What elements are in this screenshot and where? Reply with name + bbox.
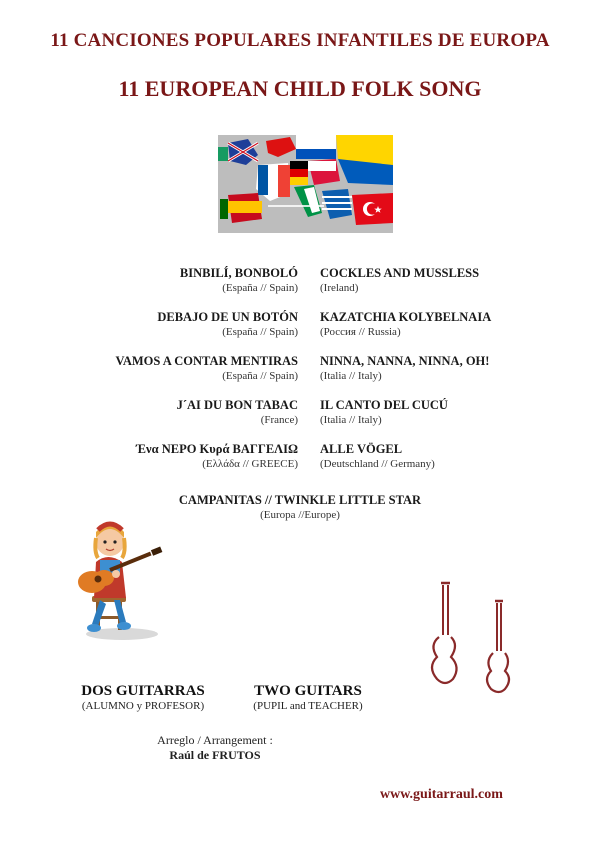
song-country: (España // Spain)	[222, 326, 298, 338]
song-country: (Italia // Italy)	[320, 414, 382, 426]
song-title: DEBAJO DE UN BOTÓN	[157, 310, 298, 324]
credits-english	[228, 683, 388, 712]
song-binbili-bonbolo	[180, 266, 298, 294]
song-cockles-and-mussless	[320, 266, 479, 294]
song-country: (España // Spain)	[222, 282, 298, 294]
song-title: ALLE VÖGEL	[320, 442, 403, 456]
song-kazatchia-kolybelnaia	[320, 310, 491, 338]
song-country: (Ελλάδα // GREECE)	[202, 458, 298, 470]
song-country: (Россия // Russia)	[320, 326, 401, 338]
song-country: (Europa //Europe)	[260, 509, 340, 521]
song-title: COCKLES AND MUSSLESS	[320, 266, 480, 280]
song-ena-nero	[136, 442, 298, 470]
arrangement-label: Arreglo / Arrangement :	[157, 733, 273, 747]
song-country: (France)	[260, 414, 298, 426]
song-debajo-de-un-boton	[157, 310, 298, 338]
europe-flags-map-image	[218, 135, 393, 233]
two-guitars-title: TWO GUITARS	[254, 683, 362, 699]
song-title: VAMOS A CONTAR MENTIRAS	[115, 354, 298, 368]
song-country: (Italia // Italy)	[320, 370, 382, 382]
song-jai-du-bon-tabac	[177, 398, 298, 426]
song-title: BINBILÍ, BONBOLÓ	[179, 266, 298, 280]
song-title: Ένα ΝΕΡΟ Κυρά ΒΑΓΓΕΛΙΩ	[136, 442, 298, 456]
credits-spanish	[58, 683, 228, 712]
song-title: J´AI DU BON TABAC	[176, 398, 298, 412]
song-title: NINNA, NANNA, NINNA, OH!	[320, 354, 490, 368]
pupil-teacher-subtitle: (PUPIL and TEACHER)	[253, 700, 363, 712]
song-il-canto-del-cucu	[320, 398, 448, 426]
alumno-profesor-subtitle: (ALUMNO y PROFESOR)	[81, 700, 205, 712]
arranger-name: Raúl de FRUTOS	[169, 748, 261, 762]
song-ninna-nanna	[320, 354, 489, 382]
song-vamos-a-contar-mentiras	[115, 354, 298, 382]
arrangement-credit	[120, 733, 310, 763]
girl-with-guitar-illustration	[70, 512, 170, 642]
song-title: CAMPANITAS // TWINKLE LITTLE STAR	[178, 493, 422, 507]
song-title: IL CANTO DEL CUCÚ	[320, 398, 448, 412]
website-link[interactable]: www.guitarraul.com	[380, 787, 503, 802]
song-country: (Ireland)	[320, 282, 359, 294]
song-alle-vogel	[320, 442, 435, 470]
title-english: 11 EUROPEAN CHILD FOLK SONG	[118, 76, 482, 101]
song-title: KAZATCHIA KOLYBELNAIA	[320, 310, 492, 324]
song-country: (España // Spain)	[222, 370, 298, 382]
title-spanish: 11 CANCIONES POPULARES INFANTILES DE EUROPA	[50, 30, 550, 51]
song-country: (Deutschland // Germany)	[320, 458, 435, 470]
two-guitars-drawing	[415, 575, 535, 715]
dos-guitarras-title: DOS GUITARRAS	[81, 683, 205, 699]
